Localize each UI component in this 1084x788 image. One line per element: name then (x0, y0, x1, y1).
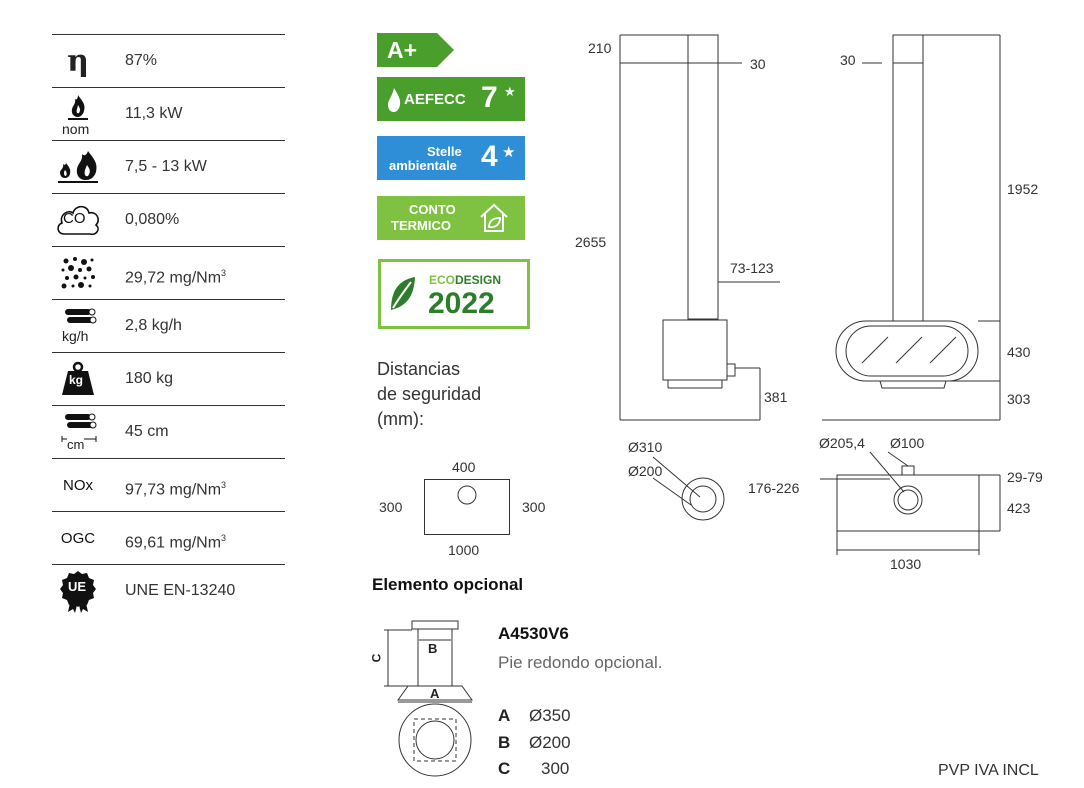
co-label: CO (63, 210, 86, 227)
spec-value: 87% (125, 52, 158, 69)
spec-value: 29,72 mg/Nm$^3$ (125, 268, 227, 287)
kgh-label: kg/h (62, 328, 89, 344)
diagram-label-c: C (369, 653, 384, 663)
leaf-icon (387, 274, 417, 314)
cm-label: cm (67, 437, 85, 452)
dim-73-123: 73-123 (730, 260, 774, 276)
co-cloud-icon (52, 194, 104, 246)
energy-class-badge: A+ (377, 33, 455, 67)
spec-value: 69,61 mg/Nm$^3$ (125, 533, 227, 552)
spec-row-wood-consumption (52, 299, 285, 352)
stelle-ambientale-badge: Stelle ambientale 4 ★ (377, 136, 525, 180)
dim-d310: Ø310 (628, 439, 663, 455)
dim-423: 423 (1007, 500, 1031, 516)
spec-value: 11,3 kW (125, 105, 183, 122)
spec-value: 180 kg (125, 370, 174, 387)
optional-heading: Elemento opcional (372, 575, 524, 594)
dim-29-79: 29-79 (1007, 469, 1043, 485)
log-length-icon (52, 406, 104, 458)
wood-consumption-icon (52, 300, 104, 352)
spec-value: 97,73 mg/Nm$^3$ (125, 480, 227, 499)
weight-icon (52, 353, 104, 405)
spec-row-particles (52, 246, 285, 299)
safety-box (424, 479, 514, 537)
dim-d200: Ø200 (628, 463, 663, 479)
spec-row-efficiency (52, 34, 285, 87)
spec-row-ogc (52, 511, 285, 564)
kg-label: kg (69, 373, 84, 387)
spec-row-nox (52, 458, 285, 511)
spec-value: UNE EN-13240 (125, 582, 236, 599)
nominal-label: nom (62, 121, 90, 137)
spec-value: 2,8 kg/h (125, 317, 182, 334)
dim-1952: 1952 (1007, 181, 1039, 197)
spec-value: 7,5 - 13 kW (125, 158, 207, 175)
star-icon: ★ (502, 144, 516, 161)
dim-430: 430 (1007, 344, 1031, 360)
safety-right: 300 (522, 499, 546, 515)
spec-row-power-range (52, 140, 285, 193)
ogc-label: OGC (60, 529, 96, 547)
aefecc-badge: AEFECC 7 ★ (377, 77, 525, 121)
dim-2655: 2655 (575, 234, 607, 250)
nox-label: NOx (63, 476, 93, 494)
dim-210: 210 (588, 40, 612, 56)
ue-certification-icon (52, 565, 104, 617)
efficiency-eta-icon: η (67, 43, 89, 79)
safety-distances-title: Distancias de seguridad (mm): (377, 359, 482, 429)
dim-381: 381 (764, 389, 788, 405)
ecodesign-badge: ECO DESIGN 2022 (378, 259, 530, 329)
conto-termico-badge: CONTO TERMICO (377, 196, 525, 240)
optional-description: Pie redondo opcional. (498, 653, 663, 672)
dim-30-left: 30 (750, 56, 766, 72)
price-note: PVP IVA INCL (938, 762, 1039, 779)
ue-label: UE (68, 579, 87, 594)
spec-row-weight (52, 352, 285, 405)
spec-row-co (52, 193, 285, 246)
spec-value: 45 cm (125, 423, 169, 440)
nominal-power-flame-icon (52, 88, 104, 140)
spec-row-nominal-power (52, 87, 285, 140)
eco-house-icon (477, 201, 511, 235)
dim-d100: Ø100 (890, 435, 925, 451)
diagram-label-a: A (430, 686, 440, 701)
dim-d205: Ø205,4 (819, 435, 865, 451)
safety-left: 300 (379, 499, 403, 515)
safety-bottom: 1000 (448, 542, 480, 558)
dim-30-right: 30 (840, 52, 856, 68)
spec-row-log-length (52, 405, 285, 458)
optional-code: A4530V6 (498, 624, 569, 643)
particles-dots-icon (52, 247, 104, 299)
power-range-flames-icon (52, 141, 104, 193)
spec-row-certification (52, 564, 285, 617)
safety-top: 400 (452, 459, 476, 475)
dim-303: 303 (1007, 391, 1031, 407)
dim-1030: 1030 (890, 556, 922, 572)
technical-drawings (600, 20, 1080, 580)
dim-176-226: 176-226 (748, 480, 800, 496)
star-icon: ★ (504, 84, 516, 99)
spec-value: 0,080% (125, 211, 180, 228)
diagram-label-b: B (428, 641, 438, 656)
